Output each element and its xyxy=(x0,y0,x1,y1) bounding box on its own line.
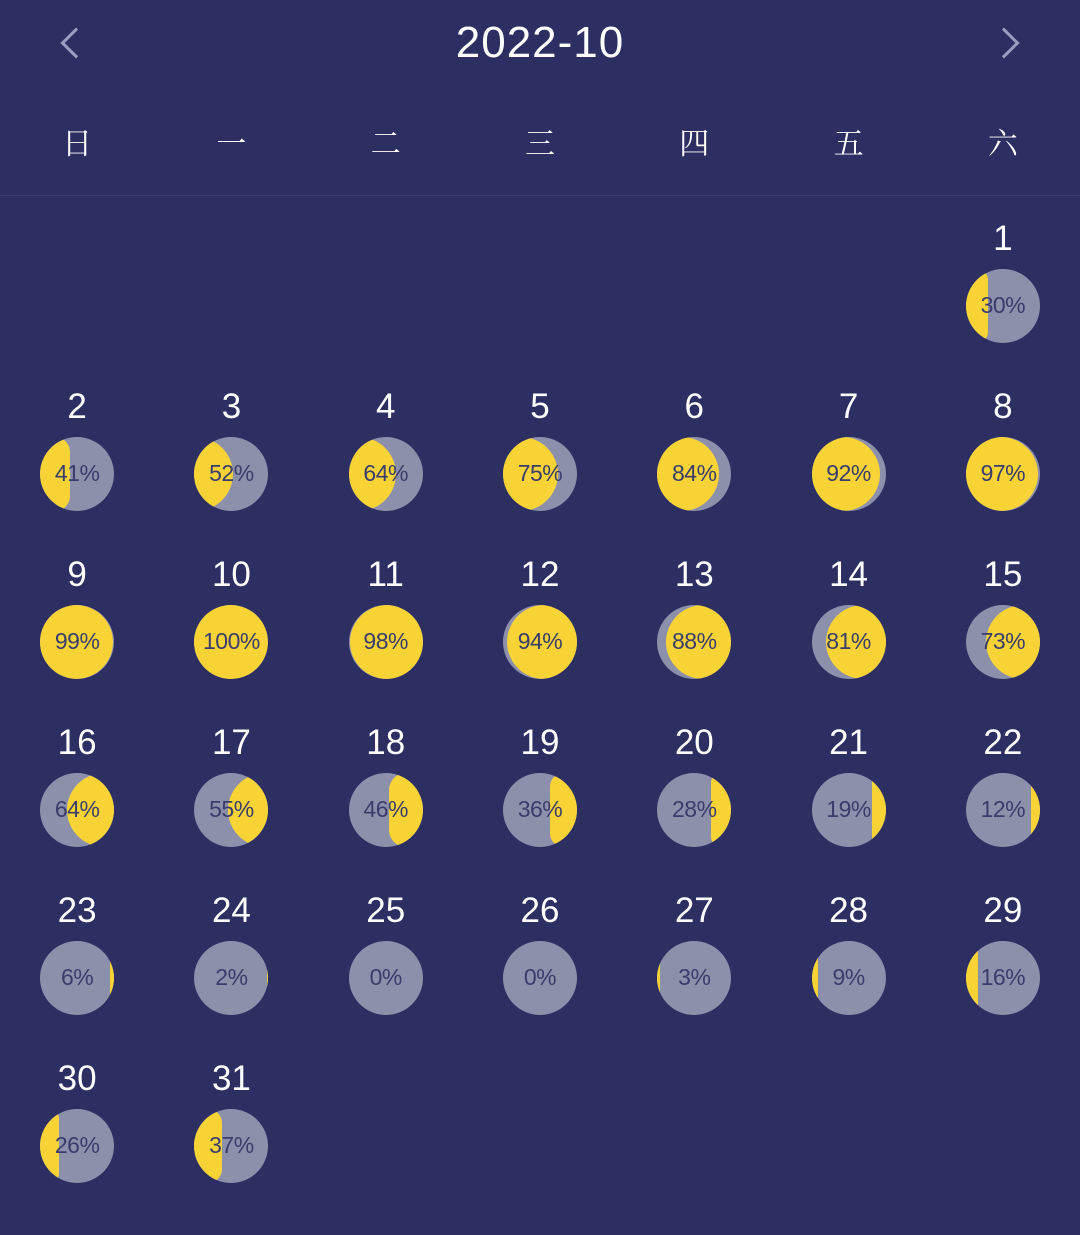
calendar-header xyxy=(0,0,1080,86)
day-number: 15 xyxy=(983,555,1023,594)
next-month-button[interactable] xyxy=(976,15,1032,71)
calendar-day-cell[interactable] xyxy=(926,714,1080,882)
illumination-percent-label: 19% xyxy=(826,796,871,822)
moon-phase-icon xyxy=(349,941,423,1015)
moon-phase-icon xyxy=(194,1109,268,1183)
moon-phase-icon xyxy=(812,773,886,847)
day-number: 5 xyxy=(530,387,550,426)
illumination-percent-label: 9% xyxy=(832,964,865,990)
day-number: 9 xyxy=(67,555,87,594)
day-number: 25 xyxy=(366,891,406,930)
illumination-percent-label: 6% xyxy=(61,964,94,990)
day-number: 6 xyxy=(684,387,705,426)
illumination-percent-label: 64% xyxy=(363,460,408,486)
calendar-day-cell[interactable] xyxy=(0,546,154,714)
day-number: 13 xyxy=(674,555,714,594)
page-title: 2022-10 xyxy=(455,18,625,67)
illumination-percent-label: 81% xyxy=(826,628,871,654)
illumination-percent-label: 0% xyxy=(369,964,402,990)
day-number: 16 xyxy=(57,723,97,762)
illumination-percent-label: 28% xyxy=(672,796,717,822)
illumination-percent-label: 36% xyxy=(517,796,563,822)
illumination-percent-label: 0% xyxy=(523,964,557,990)
illumination-percent-label: 98% xyxy=(363,628,408,654)
weekday-tuesday: 二 xyxy=(370,127,401,161)
calendar-day-cell[interactable] xyxy=(463,882,617,1050)
calendar-day-cell[interactable] xyxy=(154,378,308,546)
illumination-percent-label: 52% xyxy=(209,460,254,486)
chevron-right-icon xyxy=(988,27,1019,58)
illumination-percent-label: 99% xyxy=(54,628,100,654)
calendar-grid xyxy=(0,196,1080,1235)
day-number: 26 xyxy=(520,891,560,930)
calendar-day-cell[interactable] xyxy=(926,546,1080,714)
illumination-percent-label: 30% xyxy=(980,292,1026,318)
illumination-percent-label: 37% xyxy=(209,1132,254,1158)
moon-phase-icon xyxy=(40,1109,114,1183)
day-number: 18 xyxy=(366,723,406,762)
moon-phase-icon xyxy=(194,941,268,1015)
day-number: 30 xyxy=(57,1059,97,1098)
calendar-day-cell[interactable] xyxy=(309,882,463,1050)
moon-phase-icon xyxy=(966,269,1040,343)
day-number: 21 xyxy=(829,723,869,762)
day-number: 8 xyxy=(993,387,1013,426)
day-number: 20 xyxy=(674,723,714,762)
calendar-day-cell[interactable] xyxy=(0,378,154,546)
illumination-percent-label: 2% xyxy=(215,964,248,990)
moon-phase-icon xyxy=(657,437,731,511)
illumination-percent-label: 94% xyxy=(517,628,563,654)
moon-phase-icon xyxy=(966,941,1040,1015)
moon-phase-icon xyxy=(657,605,731,679)
day-number: 14 xyxy=(829,555,869,594)
illumination-percent-label: 12% xyxy=(980,796,1026,822)
chevron-left-icon xyxy=(60,27,91,58)
moon-phase-icon xyxy=(194,437,268,511)
weekday-thursday: 四 xyxy=(679,127,710,161)
calendar-day-cell[interactable] xyxy=(154,714,308,882)
moon-phase-icon xyxy=(812,605,886,679)
illumination-percent-label: 92% xyxy=(826,460,871,486)
calendar-day-cell[interactable] xyxy=(309,378,463,546)
calendar-day-cell[interactable] xyxy=(926,378,1080,546)
calendar-day-cell[interactable] xyxy=(309,546,463,714)
calendar-day-cell[interactable] xyxy=(617,714,771,882)
moon-phase-icon xyxy=(966,437,1040,511)
illumination-percent-label: 84% xyxy=(672,460,717,486)
day-number: 24 xyxy=(211,891,251,930)
day-number: 4 xyxy=(375,387,396,426)
calendar-day-cell[interactable] xyxy=(463,714,617,882)
illumination-percent-label: 16% xyxy=(980,964,1026,990)
illumination-percent-label: 75% xyxy=(517,460,563,486)
moon-phase-icon xyxy=(503,773,577,847)
day-number: 3 xyxy=(221,387,242,426)
weekday-sunday: 日 xyxy=(62,127,93,161)
weekday-saturday: 六 xyxy=(987,127,1018,161)
calendar-day-cell[interactable] xyxy=(463,378,617,546)
moon-phase-icon xyxy=(503,605,577,679)
calendar-day-cell[interactable] xyxy=(154,1050,308,1218)
illumination-percent-label: 46% xyxy=(363,796,408,822)
calendar-day-cell[interactable] xyxy=(309,714,463,882)
day-number: 7 xyxy=(838,387,859,426)
day-number: 29 xyxy=(983,891,1023,930)
moon-phase-icon xyxy=(657,773,731,847)
moon-phase-icon xyxy=(966,773,1040,847)
calendar-day-cell[interactable] xyxy=(0,1050,154,1218)
moon-phase-icon xyxy=(194,773,268,847)
weekday-monday: 一 xyxy=(216,127,247,161)
calendar-day-cell[interactable] xyxy=(926,210,1080,378)
day-number: 10 xyxy=(211,555,251,594)
illumination-percent-label: 26% xyxy=(54,1132,100,1158)
moon-phase-icon xyxy=(40,605,114,679)
moon-phase-icon xyxy=(812,941,886,1015)
weekday-friday: 五 xyxy=(833,127,864,161)
illumination-percent-label: 55% xyxy=(209,796,254,822)
calendar-day-cell[interactable] xyxy=(771,378,925,546)
day-number: 28 xyxy=(829,891,869,930)
moon-phase-icon xyxy=(503,941,577,1015)
moon-phase-icon xyxy=(194,605,268,679)
moon-phase-icon xyxy=(349,605,423,679)
calendar-day-cell[interactable] xyxy=(617,546,771,714)
moon-phase-icon xyxy=(40,941,114,1015)
calendar-day-cell[interactable] xyxy=(926,882,1080,1050)
day-number: 19 xyxy=(520,723,560,762)
moon-phase-icon xyxy=(657,941,731,1015)
previous-month-button[interactable] xyxy=(48,15,104,71)
calendar-day-cell[interactable] xyxy=(0,882,154,1050)
illumination-percent-label: 100% xyxy=(203,628,260,654)
day-number: 17 xyxy=(211,723,251,762)
moon-phase-icon xyxy=(40,773,114,847)
weekday-header-row xyxy=(0,86,1080,196)
weekday-wednesday: 三 xyxy=(524,127,555,161)
day-number: 22 xyxy=(983,723,1023,762)
calendar-day-cell[interactable] xyxy=(463,546,617,714)
illumination-percent-label: 73% xyxy=(980,628,1026,654)
illumination-percent-label: 88% xyxy=(672,628,717,654)
day-number: 11 xyxy=(367,555,404,594)
calendar-day-cell[interactable] xyxy=(154,882,308,1050)
moon-phase-icon xyxy=(966,605,1040,679)
day-number: 2 xyxy=(67,387,87,426)
moon-phase-icon xyxy=(349,437,423,511)
calendar-day-cell[interactable] xyxy=(0,714,154,882)
calendar-day-cell[interactable] xyxy=(771,714,925,882)
day-number: 1 xyxy=(993,219,1013,258)
calendar-day-cell[interactable] xyxy=(617,882,771,1050)
day-number: 12 xyxy=(520,555,560,594)
moon-phase-icon xyxy=(503,437,577,511)
illumination-percent-label: 64% xyxy=(54,796,100,822)
calendar-day-cell[interactable] xyxy=(154,546,308,714)
day-number: 27 xyxy=(674,891,714,930)
day-number: 31 xyxy=(211,1059,251,1098)
illumination-percent-label: 97% xyxy=(980,460,1026,486)
moon-phase-icon xyxy=(40,437,114,511)
moon-phase-icon xyxy=(349,773,423,847)
calendar-day-cell[interactable] xyxy=(617,378,771,546)
calendar-day-cell[interactable] xyxy=(771,882,925,1050)
illumination-percent-label: 3% xyxy=(678,964,711,990)
day-number: 23 xyxy=(57,891,97,930)
calendar-day-cell[interactable] xyxy=(771,546,925,714)
illumination-percent-label: 41% xyxy=(54,460,100,486)
moon-phase-icon xyxy=(812,437,886,511)
